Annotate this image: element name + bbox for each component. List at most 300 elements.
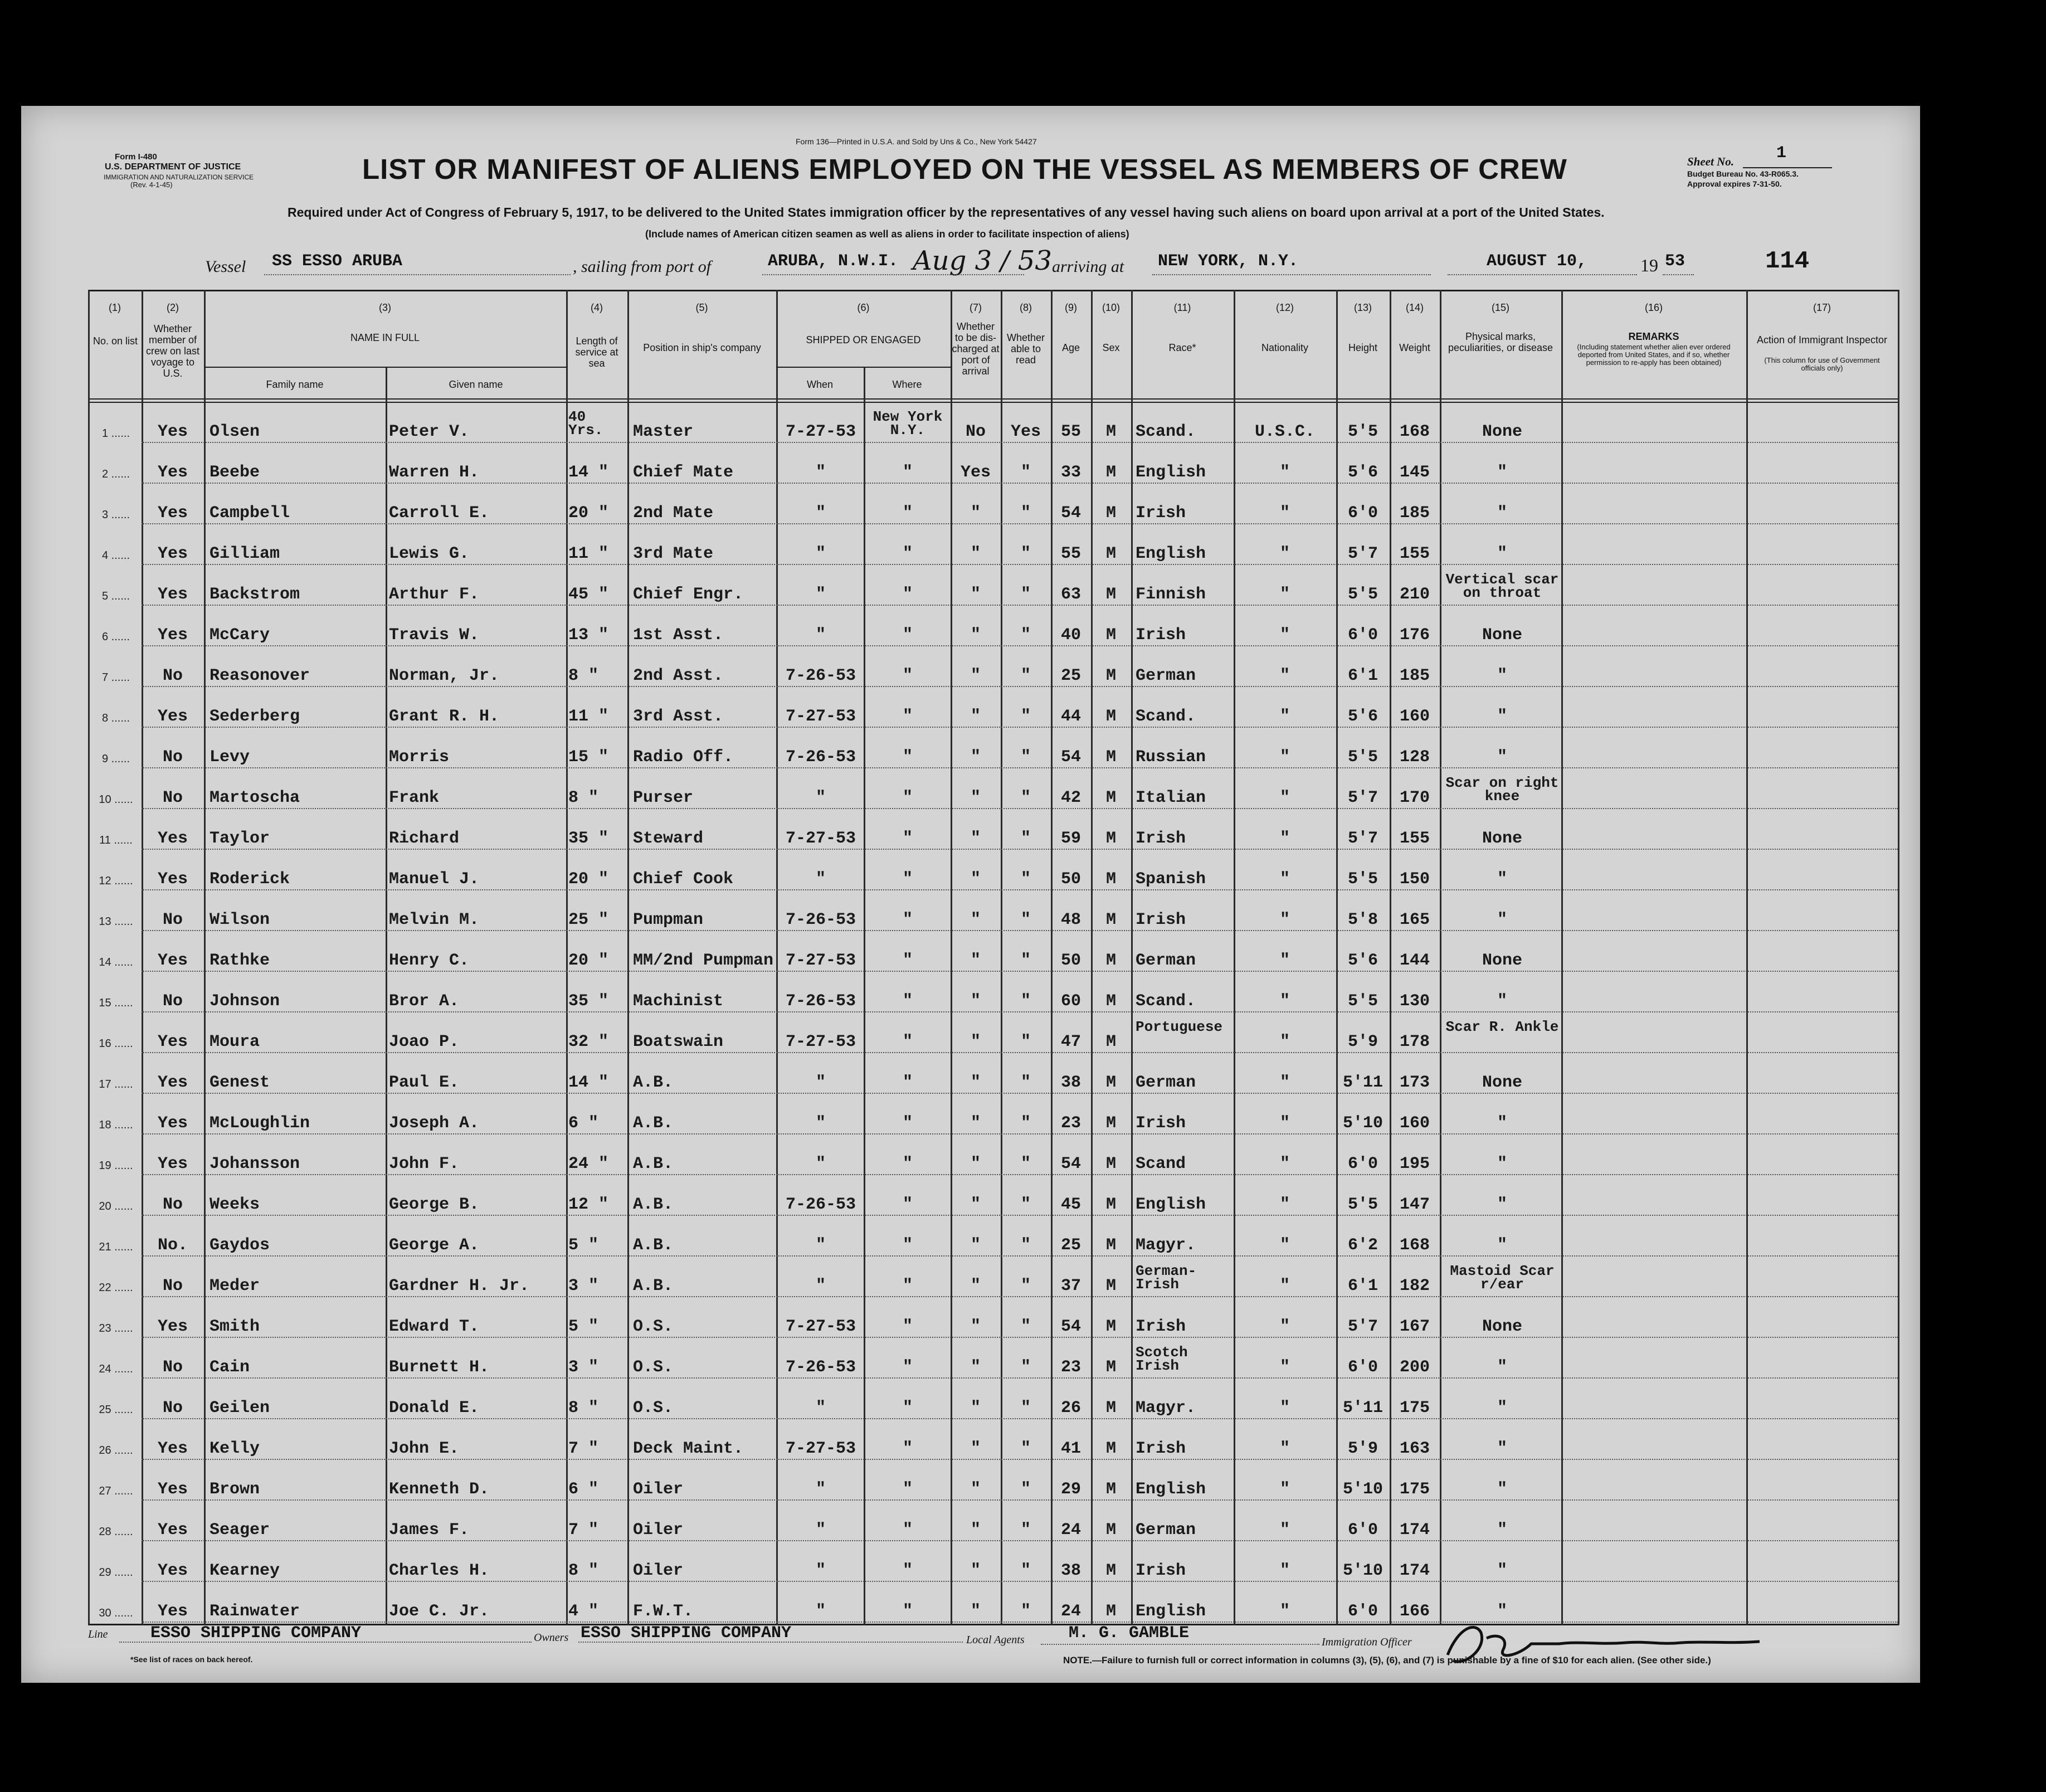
cell-when: " — [815, 788, 826, 807]
cell-when: " — [815, 870, 826, 889]
cell-disch: " — [970, 748, 981, 767]
cell-nat: " — [1279, 829, 1290, 848]
cell-disch: " — [970, 1399, 981, 1418]
col13-header: Height — [1348, 342, 1378, 353]
cell-when: " — [815, 544, 826, 563]
cell-crew: No — [162, 992, 183, 1011]
cell-service: 40 Yrs. — [568, 408, 603, 439]
cell-read: " — [1020, 951, 1031, 970]
cell-when: " — [815, 1602, 826, 1621]
cell-height: 5'5 — [1347, 422, 1378, 441]
penalty-note: NOTE.—Failure to furnish full or correct information in columns (3), (5), (6), and (7) is punishable by a fine of $10 for each alien. (See other side.) — [1063, 1655, 1711, 1666]
cell-where: New York N.Y. — [873, 408, 943, 439]
cell-marks: " — [1497, 910, 1507, 929]
cell-race: English — [1136, 544, 1206, 563]
cell-where: " — [902, 1073, 913, 1092]
cell-given: John E. — [389, 1439, 460, 1458]
col13-number: (13) — [1353, 302, 1372, 313]
cell-nat: " — [1279, 626, 1290, 645]
cell-service: 35 " — [568, 829, 609, 848]
cell-given: Melvin M. — [389, 910, 480, 929]
cell-sex: M — [1105, 910, 1116, 929]
cell-weight: 168 — [1399, 422, 1430, 441]
cell-where: " — [902, 585, 913, 604]
cell-when: 7-27-53 — [785, 1439, 856, 1458]
col3-header: NAME IN FULL — [350, 332, 420, 343]
cell-nat: " — [1279, 992, 1290, 1011]
cell-marks: " — [1497, 504, 1507, 523]
cell-read: " — [1020, 626, 1031, 645]
cell-weight: 155 — [1399, 829, 1430, 848]
cell-crew: Yes — [157, 1033, 188, 1051]
cell-when: 7-27-53 — [785, 1317, 856, 1336]
cell-height: 5'7 — [1347, 829, 1378, 848]
cell-height: 5'5 — [1347, 870, 1378, 889]
cell-where: " — [902, 1561, 913, 1580]
cell-marks: " — [1497, 544, 1507, 563]
cell-marks: " — [1497, 992, 1507, 1011]
arrival-date: AUGUST 10, — [1487, 252, 1587, 271]
cell-position: Boatswain — [633, 1033, 724, 1051]
cell-family: Geilen — [210, 1399, 270, 1418]
cell-sex: M — [1105, 1480, 1116, 1499]
cell-marks: Vertical scar on throat — [1445, 571, 1559, 601]
row-number: 9 ...... — [101, 753, 130, 765]
cell-where: " — [902, 1236, 913, 1255]
cell-crew: Yes — [157, 1073, 188, 1092]
cell-service: 8 " — [568, 1561, 599, 1580]
handwritten-date: Aug 3 / 53 — [913, 245, 1052, 276]
col1-header: No. on list — [92, 335, 138, 347]
cell-when: " — [815, 504, 826, 523]
cell-crew: No — [162, 788, 183, 807]
cell-age: 37 — [1060, 1277, 1081, 1296]
cell-when: " — [815, 626, 826, 645]
cell-position: 3rd Asst. — [633, 707, 724, 726]
cell-service: 6 " — [568, 1114, 599, 1133]
cell-age: 55 — [1060, 544, 1081, 563]
cell-service: 8 " — [568, 666, 599, 685]
cell-family: Cain — [210, 1358, 250, 1377]
cell-nat: " — [1279, 1073, 1290, 1092]
col2-header: Whether member of crew on last voyage to U.S. — [145, 323, 200, 379]
cell-family: Johnson — [210, 992, 280, 1011]
col10-header: Sex — [1102, 342, 1120, 353]
cell-when: 7-26-53 — [785, 910, 856, 929]
col6-header: SHIPPED OR ENGAGED — [806, 334, 921, 345]
cell-height: 6'0 — [1347, 1602, 1378, 1621]
cell-nat: " — [1279, 1236, 1290, 1255]
cell-marks: Mastoid Scar r/ear — [1450, 1263, 1555, 1293]
cell-where: " — [902, 951, 913, 970]
cell-sex: M — [1105, 748, 1116, 767]
cell-height: 5'6 — [1347, 951, 1378, 970]
cell-race: Irish — [1136, 1317, 1186, 1336]
cell-where: " — [902, 1317, 913, 1336]
cell-family: Wilson — [210, 910, 270, 929]
col8-number: (8) — [1020, 302, 1032, 313]
cell-family: Smith — [210, 1317, 260, 1336]
cell-marks: None — [1482, 1317, 1522, 1336]
arriving-label: arriving at — [1052, 257, 1124, 276]
cell-age: 48 — [1060, 910, 1081, 929]
cell-read: " — [1020, 1033, 1031, 1051]
cell-position: O.S. — [633, 1358, 674, 1377]
cell-service: 14 " — [568, 1073, 609, 1092]
col9-header: Age — [1061, 342, 1080, 353]
cell-height: 6'0 — [1347, 504, 1378, 523]
row-number: 24 ...... — [99, 1363, 133, 1375]
cell-nat: " — [1279, 1033, 1290, 1051]
officer-label: Immigration Officer — [1322, 1636, 1412, 1648]
cell-nat: " — [1279, 910, 1290, 929]
cell-marks: " — [1497, 748, 1507, 767]
cell-age: 24 — [1060, 1602, 1081, 1621]
cell-marks: " — [1497, 463, 1507, 482]
cell-nat: " — [1279, 504, 1290, 523]
cell-height: 5'7 — [1347, 1317, 1378, 1336]
col16-number: (16) — [1644, 302, 1663, 313]
cell-race: Irish — [1136, 1439, 1186, 1458]
cell-marks: None — [1482, 951, 1522, 970]
required-statement: Required under Act of Congress of February 5, 1917, to be delivered to the United States immigration officer by the representatives of any vessel having such aliens on board upon arrival at a port of the United States. — [288, 205, 1605, 220]
cell-read: " — [1020, 870, 1031, 889]
cell-age: 59 — [1060, 829, 1081, 848]
row-number: 13 ...... — [99, 916, 133, 928]
cell-given: Bror A. — [389, 992, 460, 1011]
cell-given: Joao P. — [389, 1033, 460, 1051]
manifest-page — [21, 106, 1920, 1683]
cell-given: Travis W. — [389, 626, 480, 645]
cell-race: Scand. — [1136, 422, 1196, 441]
cell-crew: Yes — [157, 1317, 188, 1336]
stamp-number: 114 — [1765, 247, 1810, 275]
cell-disch: " — [970, 1521, 981, 1540]
col12-header: Nationality — [1261, 342, 1309, 353]
cell-height: 5'10 — [1342, 1480, 1383, 1499]
cell-given: George B. — [389, 1195, 480, 1214]
col9-number: (9) — [1065, 302, 1077, 313]
cell-sex: M — [1105, 951, 1116, 970]
cell-sex: M — [1105, 707, 1116, 726]
cell-nat: " — [1279, 463, 1290, 482]
cell-weight: 130 — [1399, 992, 1430, 1011]
cell-age: 63 — [1060, 585, 1081, 604]
cell-where: " — [902, 992, 913, 1011]
cell-race: English — [1136, 1195, 1206, 1214]
row-number: 10 ...... — [99, 793, 133, 806]
cell-height: 5'5 — [1347, 748, 1378, 767]
cell-weight: 174 — [1399, 1521, 1430, 1540]
cell-weight: 160 — [1399, 1114, 1430, 1133]
cell-crew: Yes — [157, 1439, 188, 1458]
cell-given: Paul E. — [389, 1073, 460, 1092]
cell-height: 5'6 — [1347, 707, 1378, 726]
cell-height: 5'8 — [1347, 910, 1378, 929]
cell-when: " — [815, 463, 826, 482]
cell-given: Arthur F. — [389, 585, 480, 604]
row-number: 16 ...... — [99, 1038, 133, 1050]
cell-marks: " — [1497, 707, 1507, 726]
cell-service: 20 " — [568, 870, 609, 889]
cell-age: 47 — [1060, 1033, 1081, 1051]
row-number: 26 ...... — [99, 1444, 133, 1457]
cell-where: " — [902, 1399, 913, 1418]
cell-marks: " — [1497, 1521, 1507, 1540]
line-label: Line — [88, 1628, 108, 1640]
cell-age: 60 — [1060, 992, 1081, 1011]
cell-race: Irish — [1136, 910, 1186, 929]
cell-given: Joseph A. — [389, 1114, 480, 1133]
cell-sex: M — [1105, 422, 1116, 441]
row-rule — [142, 1459, 1898, 1460]
cell-weight: 195 — [1399, 1155, 1430, 1173]
local-agent: M. G. GAMBLE — [1069, 1624, 1190, 1643]
cell-read: " — [1020, 544, 1031, 563]
cell-weight: 210 — [1399, 585, 1430, 604]
cell-family: Genest — [210, 1073, 270, 1092]
cell-read: " — [1020, 1195, 1031, 1214]
cell-service: 20 " — [568, 504, 609, 523]
cell-marks: " — [1497, 1602, 1507, 1621]
row-number: 18 ...... — [99, 1119, 133, 1131]
cell-marks: " — [1497, 1399, 1507, 1418]
cell-disch: " — [970, 1073, 981, 1092]
cell-sex: M — [1105, 788, 1116, 807]
cell-sex: M — [1105, 1602, 1116, 1621]
cell-read: " — [1020, 1277, 1031, 1296]
cell-crew: No — [162, 666, 183, 685]
row-rule — [142, 483, 1898, 484]
cell-given: Burnett H. — [389, 1358, 490, 1377]
cell-service: 13 " — [568, 626, 609, 645]
cell-position: 2nd Mate — [633, 504, 714, 523]
cell-disch: " — [970, 1480, 981, 1499]
cell-weight: 175 — [1399, 1480, 1430, 1499]
cell-where: " — [902, 1114, 913, 1133]
cell-weight: 170 — [1399, 788, 1430, 807]
cell-nat: " — [1279, 1399, 1290, 1418]
sailing-label: , sailing from port of — [573, 257, 712, 276]
col5-number: (5) — [695, 302, 708, 313]
cell-disch: " — [970, 829, 981, 848]
row-number: 29 ...... — [99, 1566, 133, 1579]
cell-age: 44 — [1060, 707, 1081, 726]
cell-service: 12 " — [568, 1195, 609, 1214]
row-number: 21 ...... — [99, 1241, 133, 1253]
cell-position: A.B. — [633, 1073, 674, 1092]
row-rule — [142, 605, 1898, 606]
cell-read: " — [1020, 910, 1031, 929]
cell-age: 54 — [1060, 1155, 1081, 1173]
cell-crew: No. — [157, 1236, 188, 1255]
row-number: 14 ...... — [99, 956, 133, 968]
row-rule — [142, 849, 1898, 850]
cell-crew: No — [162, 748, 183, 767]
cell-sex: M — [1105, 504, 1116, 523]
cell-given: James F. — [389, 1521, 470, 1540]
row-rule — [142, 1255, 1898, 1257]
cell-age: 29 — [1060, 1480, 1081, 1499]
cell-position: A.B. — [633, 1277, 674, 1296]
cell-sex: M — [1105, 1033, 1116, 1051]
cell-height: 5'10 — [1342, 1561, 1383, 1580]
cell-service: 20 " — [568, 951, 609, 970]
row-number: 28 ...... — [99, 1526, 133, 1538]
cell-family: Moura — [210, 1033, 260, 1051]
cell-position: Master — [633, 422, 694, 441]
cell-where: " — [902, 910, 913, 929]
cell-service: 45 " — [568, 585, 609, 604]
cell-disch: " — [970, 1317, 981, 1336]
cell-sex: M — [1105, 1439, 1116, 1458]
cell-service: 15 " — [568, 748, 609, 767]
cell-where: " — [902, 870, 913, 889]
cell-when: 7-26-53 — [785, 748, 856, 767]
cell-marks: " — [1497, 1195, 1507, 1214]
cell-given: Peter V. — [389, 422, 470, 441]
cell-nat: " — [1279, 1155, 1290, 1173]
cell-given: Joe C. Jr. — [389, 1602, 490, 1621]
row-rule — [142, 1052, 1898, 1053]
row-number: 7 ...... — [101, 671, 130, 684]
vessel-label: Vessel — [205, 257, 246, 276]
cell-crew: Yes — [157, 1480, 188, 1499]
cell-family: Rainwater — [210, 1602, 300, 1621]
cell-family: Kelly — [210, 1439, 260, 1458]
cell-marks: " — [1497, 666, 1507, 685]
cell-weight: 182 — [1399, 1277, 1430, 1296]
row-rule — [142, 523, 1898, 524]
col16-subheader: (Including statement whether alien ever ordered deported from United States, and if so, whether permission to re-apply has been obtained) — [1577, 343, 1731, 367]
cell-race: Irish — [1136, 1114, 1186, 1133]
cell-nat: " — [1279, 1277, 1290, 1296]
cell-service: 4 " — [568, 1602, 599, 1621]
cell-nat: " — [1279, 1358, 1290, 1377]
cell-read: " — [1020, 504, 1031, 523]
cell-when: " — [815, 1561, 826, 1580]
cell-service: 24 " — [568, 1155, 609, 1173]
cell-crew: Yes — [157, 504, 188, 523]
cell-family: Meder — [210, 1277, 260, 1296]
cell-when: " — [815, 1521, 826, 1540]
cell-given: Lewis G. — [389, 544, 470, 563]
cell-disch: " — [970, 1277, 981, 1296]
row-rule — [142, 1174, 1898, 1175]
cell-race: English — [1136, 1480, 1206, 1499]
cell-height: 5'9 — [1347, 1033, 1378, 1051]
cell-weight: 176 — [1399, 626, 1430, 645]
cell-where: " — [902, 829, 913, 848]
cell-sex: M — [1105, 544, 1116, 563]
given-name-header: Given name — [449, 379, 503, 390]
cell-sex: M — [1105, 992, 1116, 1011]
cell-weight: 167 — [1399, 1317, 1430, 1336]
row-rule — [142, 1418, 1898, 1419]
cell-position: MM/2nd Pumpman — [633, 951, 774, 970]
cell-height: 5'7 — [1347, 544, 1378, 563]
cell-given: Kenneth D. — [389, 1480, 490, 1499]
cell-given: Grant R. H. — [389, 707, 500, 726]
cell-marks: " — [1497, 1114, 1507, 1133]
cell-race: German — [1136, 1521, 1196, 1540]
col14-header: Weight — [1399, 342, 1430, 353]
cell-position: 3rd Mate — [633, 544, 714, 563]
sheet-number: 1 — [1776, 144, 1787, 163]
service-name: IMMIGRATION AND NATURALIZATION SERVICE — [104, 173, 254, 181]
cell-position: Chief Engr. — [633, 585, 744, 604]
col5-header: Position in ship's company — [643, 342, 761, 353]
cell-sex: M — [1105, 585, 1116, 604]
cell-marks: " — [1497, 1358, 1507, 1377]
row-rule — [142, 1296, 1898, 1297]
cell-disch: " — [970, 666, 981, 685]
cell-given: Manuel J. — [389, 870, 480, 889]
when-header: When — [806, 379, 834, 390]
cell-race: Finnish — [1136, 585, 1206, 604]
sheet-label: Sheet No. — [1687, 155, 1734, 168]
cell-height: 5'5 — [1347, 992, 1378, 1011]
cell-weight: 200 — [1399, 1358, 1430, 1377]
cell-race: Portuguese — [1136, 1019, 1223, 1035]
cell-when: " — [815, 1236, 826, 1255]
cell-when: " — [815, 1480, 826, 1499]
cell-read: " — [1020, 585, 1031, 604]
cell-position: Radio Off. — [633, 748, 734, 767]
cell-nat: " — [1279, 1439, 1290, 1458]
row-number: 1 ...... — [101, 427, 130, 440]
cell-when: 7-26-53 — [785, 666, 856, 685]
cell-read: " — [1020, 463, 1031, 482]
cell-marks: " — [1497, 1439, 1507, 1458]
cell-service: 3 " — [568, 1358, 599, 1377]
row-number: 25 ...... — [99, 1404, 133, 1416]
cell-where: " — [902, 1195, 913, 1214]
cell-position: Oiler — [633, 1521, 684, 1540]
cell-disch: Yes — [960, 463, 991, 482]
row-number: 20 ...... — [99, 1200, 133, 1212]
cell-service: 3 " — [568, 1277, 599, 1296]
cell-age: 33 — [1060, 463, 1081, 482]
cell-crew: Yes — [157, 585, 188, 604]
row-rule — [142, 564, 1898, 565]
port-of-departure: ARUBA, N.W.I. — [768, 252, 899, 271]
cell-position: F.W.T. — [633, 1602, 694, 1621]
cell-position: Steward — [633, 829, 704, 848]
cell-nat: " — [1279, 1602, 1290, 1621]
cell-crew: Yes — [157, 1114, 188, 1133]
cell-disch: " — [970, 1155, 981, 1173]
col17-subheader: (This column for use of Government officials only) — [1764, 356, 1880, 372]
cell-weight: 145 — [1399, 463, 1430, 482]
cell-family: Backstrom — [210, 585, 300, 604]
cell-nat: " — [1279, 544, 1290, 563]
cell-disch: " — [970, 585, 981, 604]
cell-read: " — [1020, 1358, 1031, 1377]
cell-marks: " — [1497, 1155, 1507, 1173]
cell-read: " — [1020, 1236, 1031, 1255]
cell-given: John F. — [389, 1155, 460, 1173]
cell-family: Brown — [210, 1480, 260, 1499]
cell-sex: M — [1105, 1073, 1116, 1092]
arrival-year: 53 — [1665, 252, 1685, 271]
cell-family: Reasonover — [210, 666, 310, 685]
col15-number: (15) — [1491, 302, 1509, 313]
port-of-arrival: NEW YORK, N.Y. — [1158, 252, 1299, 271]
row-number: 23 ...... — [99, 1322, 133, 1335]
row-number: 4 ...... — [101, 549, 130, 562]
cell-sex: M — [1105, 626, 1116, 645]
